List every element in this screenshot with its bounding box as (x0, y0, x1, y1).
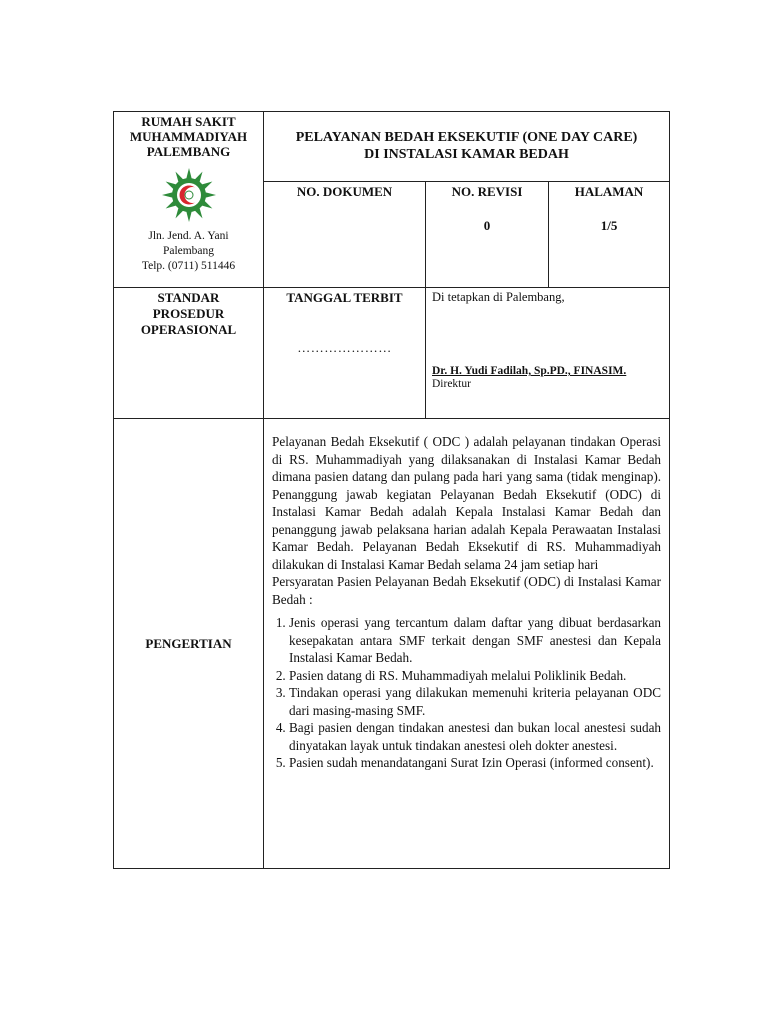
pengertian-paragraph-2: Persyaratan Pasien Pelayanan Bedah Eksekutif (ODC) di Instalasi Kamar Bedah : (272, 574, 662, 607)
sop-table (113, 111, 670, 869)
list-item: 3. Tindakan operasi yang dilakukan memenuhi kriteria pelayanan ODC dari masing-masing SMF. (289, 684, 661, 719)
ditetapkan-cell (426, 288, 670, 419)
no-dokumen-label: NO. DOKUMEN (296, 184, 393, 199)
document-title: PELAYANAN BEDAH EKSEKUTIF (ONE DAY CARE) DI INSTALASI KAMAR BEDAH (264, 112, 670, 182)
halaman-label: HALAMAN (574, 184, 644, 199)
tanggal-terbit-cell (264, 288, 426, 419)
list-item: 2. Pasien datang di RS. Muhammadiyah melalui Poliklinik Bedah. (289, 667, 661, 685)
hospital-address: Jln. Jend. A. Yani Palembang Telp. (0711) 511446 (141, 230, 236, 272)
requirements-list (272, 614, 661, 772)
pengertian-label: PENGERTIAN (114, 419, 264, 869)
list-item: 4. Bagi pasien dengan tindakan anestesi dan bukan local anestesi sudah dinyatakan layak untuk tindakan anestesi oleh dokter anestesi. (289, 719, 661, 754)
sop-label: STANDAR PROSEDUR OPERASIONAL (114, 288, 264, 419)
signer-name: Dr. H. Yudi Fadilah, Sp.PD., FINASIM. (432, 365, 627, 377)
no-revisi-value: 0 (483, 218, 491, 233)
pengertian-body (264, 419, 670, 869)
no-revisi-label: NO. REVISI (451, 184, 523, 199)
hospital-name: RUMAH SAKIT MUHAMMADIYAH PALEMBANG (129, 114, 248, 159)
muhammadiyah-logo-icon (161, 167, 217, 223)
no-revisi-cell (426, 182, 549, 288)
pengertian-paragraph-1: Pelayanan Bedah Eksekutif ( ODC ) adalah pelayanan tindakan Operasi di RS. Muhammadiyah yang dilaksanakan di Instalasi Kamar Bedah dimana pasien datang dan pulang pada hari yang sama (tidak menginap). Penanggung jawab kegiatan Pelayanan Bedah Eksekutif (ODC) di Instalasi Kamar Bedah adalah Kepala Instalasi Kamar Bedah dan penanggung jawab pelaksana harian adalah Kepala Perawaatan Instalasi Kamar Bedah. Pelayanan Bedah Eksekutif di RS. Muhammadiyah dilakukan di Instalasi Kamar Bedah selama 24 jam setiap hari (272, 434, 662, 572)
halaman-value: 1/5 (600, 218, 618, 233)
no-dokumen-cell (264, 182, 426, 288)
signer-role: Direktur (432, 378, 471, 390)
ditetapkan-text: Di tetapkan di Palembang, (432, 290, 565, 304)
list-item: 5. Pasien sudah menandatangani Surat Izin Operasi (informed consent). (289, 754, 661, 772)
halaman-cell (549, 182, 670, 288)
tanggal-terbit-label: TANGGAL TERBIT (286, 290, 403, 305)
hospital-cell (114, 112, 264, 288)
tanggal-terbit-value: ………………… (297, 340, 392, 355)
sop-document (113, 111, 669, 869)
list-item: 1. Jenis operasi yang tercantum dalam daftar yang dibuat berdasarkan kesepakatan antara SMF terkait dengan SMF anestesi dan Kepala Instalasi Kamar Bedah. (289, 614, 661, 667)
